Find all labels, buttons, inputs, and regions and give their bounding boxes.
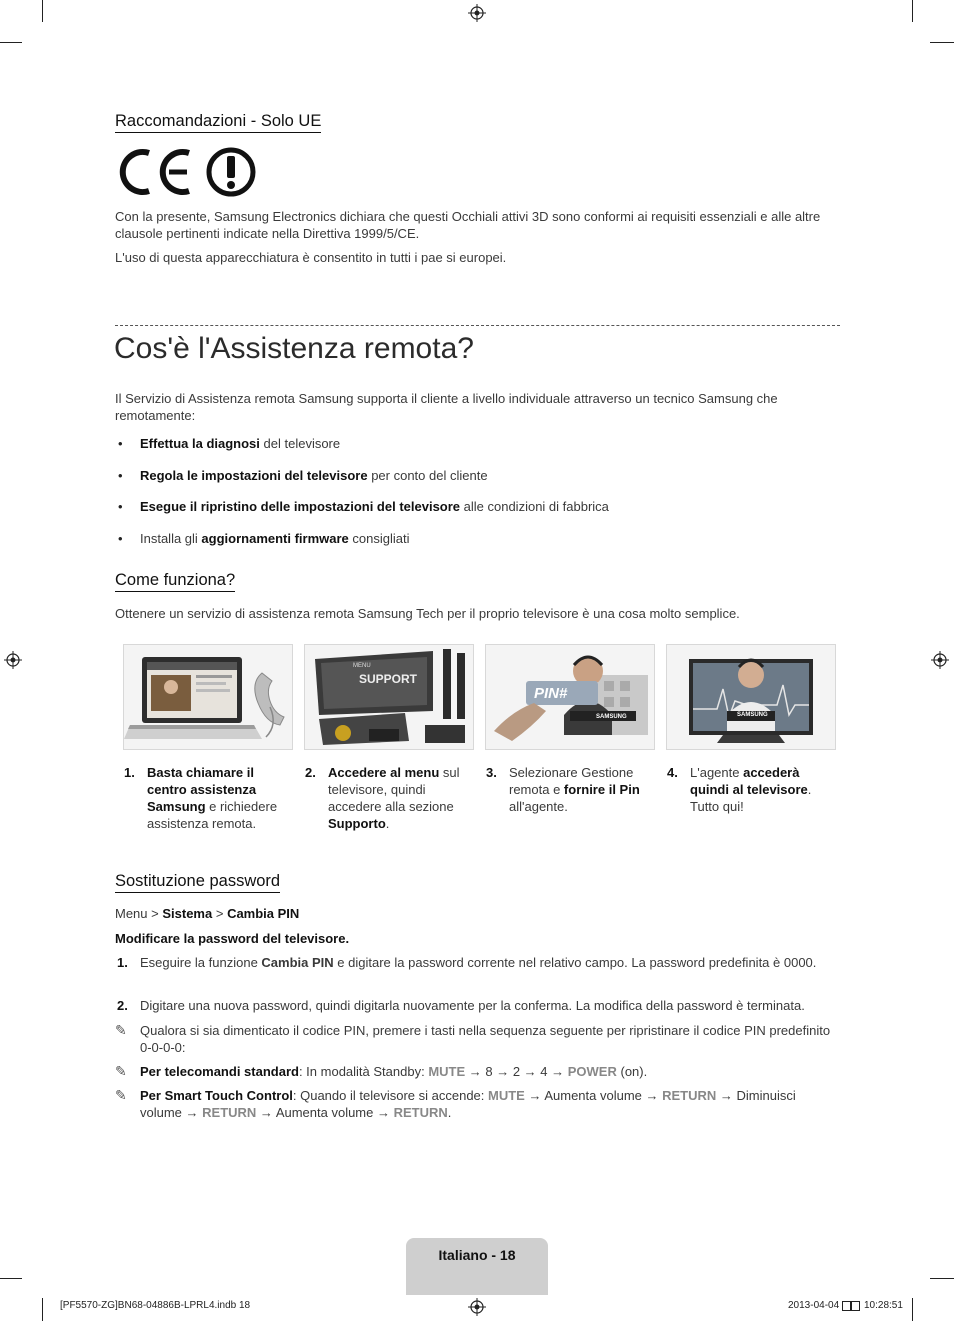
support-label: SUPPORT [359,672,418,686]
key-power: POWER [567,1064,617,1079]
step-number: 3. [486,765,497,780]
registration-mark-icon [468,1298,486,1316]
crop-mark [0,42,22,43]
crop-mark [0,1278,22,1279]
step-2-image [304,644,474,750]
crop-mark [912,1298,913,1321]
bullet-bold: Effettua la diagnosi [140,436,260,451]
bullet-icon: • [118,436,123,451]
bullet-text: consigliati [348,531,410,546]
note-text: → Aumenta volume → [256,1105,394,1120]
step-bold: accederà quindi al televisore [690,765,808,797]
remote-intro: Il Servizio di Assistenza remota Samsung supporta il cliente a livello individuale attraverso un tecnico Samsung che remotamente: [115,391,778,423]
step-4-image [666,644,836,750]
section-divider [115,325,840,326]
path-separator: > [212,906,228,921]
placeholder-box-icon [851,1301,860,1311]
samsung-label: SAMSUNG [737,712,768,718]
path-sistema: Sistema [162,906,213,921]
item-text: e digitare la password corrente nel relativo campo. La password predefinita è 0000. [333,955,817,970]
item-text: Eseguire la funzione [140,955,262,970]
bullet-bold: Regola le impostazioni del televisore [140,468,368,483]
key-mute: MUTE [428,1064,466,1079]
crop-mark [42,0,43,22]
ce-mark-icon [115,147,195,197]
note-bold: Per Smart Touch Control [140,1088,293,1103]
note-text: (on). [616,1064,648,1079]
print-date: 2013-04-04 [788,1300,840,1311]
crop-mark [930,1278,954,1279]
step-bold: fornire il Pin [563,782,640,797]
item-text: Digitare una nuova password, quindi digitarla nuovamente per la conferma. La modifica della password è terminata. [140,998,805,1013]
samsung-label: SAMSUNG [596,714,627,720]
note-text: : In modalità Standby: [298,1064,429,1079]
step-bold: Supporto [328,816,386,831]
crop-mark [912,0,913,22]
registration-mark-icon [468,4,486,22]
remote-assistance-title: Cos'è l'Assistenza remota? [114,332,474,365]
key-return: RETURN [393,1105,448,1120]
step-1-image [123,644,293,750]
recommendations-para-1: Con la presente, Samsung Electronics dichiara che questi Occhiali attivi 3D sono conformi ai requisiti essenziali e alle altre clausole pertinenti indicate nella Direttiva 1999/5/CE. [115,209,821,241]
print-time: 10:28:51 [864,1300,903,1311]
pencil-note-icon: ✎ [115,1063,127,1079]
step-text: L'agente [690,765,744,780]
key-return: RETURN [662,1088,717,1103]
file-info: [PF5570-ZG]BN68-04886B-LPRL4.indb 18 [60,1300,251,1311]
note-text: . [447,1105,452,1120]
crop-mark [930,42,954,43]
path-cambia-pin: Cambia PIN [227,906,300,921]
item-bold: Cambia PIN [261,955,334,970]
bullet-text: alle condizioni di fabbrica [460,499,609,514]
step-number: 1. [124,765,135,780]
bullet-icon: • [118,531,123,546]
how-it-works-title: Come funziona? [115,571,235,592]
step-text: . Tutto qui! [690,782,812,814]
subtitle-text: Modificare la password del televisore. [115,931,350,946]
menu-label: MENU [353,663,371,669]
step-bold: Basta chiamare il centro assistenza Samsung [147,765,257,814]
bullet-icon: • [118,468,123,483]
note-text: Qualora si sia dimenticato il codice PIN, premere i tasti nella sequenza seguente per ripristinare il codice PIN predefinito 0-0-0-0: [140,1023,831,1055]
crop-mark [42,1298,43,1321]
pin-label: PIN# [534,685,568,702]
path-separator: > [147,906,163,921]
bullet-text: per conto del cliente [367,468,488,483]
bullet-text: del televisore [259,436,341,451]
password-title: Sostituzione password [115,872,280,893]
menu-path [115,905,840,922]
path-menu: Menu [115,906,148,921]
alert-mark-icon [205,147,257,197]
step-text: all'agente. [509,799,568,814]
step-text: . [385,816,390,831]
recommendations-para-2: L'uso di questa apparecchiatura è consentito in tutti i pae si europei. [115,250,507,265]
item-number: 1. [117,955,128,970]
note-text: → 8 → 2 → 4 → [465,1064,568,1079]
item-number: 2. [117,998,128,1013]
step-number: 2. [305,765,316,780]
how-intro: Ottenere un servizio di assistenza remota Samsung Tech per il proprio televisore è una cosa molto semplice. [115,606,740,621]
step-text: sul televisore, quindi accedere alla sezione [328,765,460,814]
key-mute: MUTE [488,1088,525,1103]
page-number-tab [406,1238,548,1295]
note-bold: Per telecomandi standard [140,1064,299,1079]
key-return: RETURN [202,1105,257,1120]
pencil-note-icon: ✎ [115,1087,127,1103]
password-subtitle [115,930,840,947]
recommendations-title: Raccomandazioni - Solo UE [115,112,321,133]
step-text: e richiedere assistenza remota. [147,799,278,831]
step-3-image [485,644,655,750]
bullet-bold: aggiornamenti firmware [201,531,349,546]
bullet-icon: • [118,499,123,514]
step-bold: Accedere al menu [328,765,440,780]
bullet-text: Installa gli [140,531,202,546]
bullet-bold: Esegue il ripristino delle impostazioni del televisore [140,499,461,514]
registration-mark-icon [4,651,22,669]
pencil-note-icon: ✎ [115,1022,127,1038]
note-text: : Quando il televisore si accende: [292,1088,488,1103]
step-number: 4. [667,765,678,780]
placeholder-box-icon [842,1301,851,1311]
step-text: Selezionare Gestione remota e [509,765,634,797]
note-text: → Diminuisci volume → [140,1088,796,1120]
registration-mark-icon [931,651,949,669]
page-number: Italiano - 18 [438,1247,516,1263]
note-text: → Aumenta volume → [524,1088,663,1103]
